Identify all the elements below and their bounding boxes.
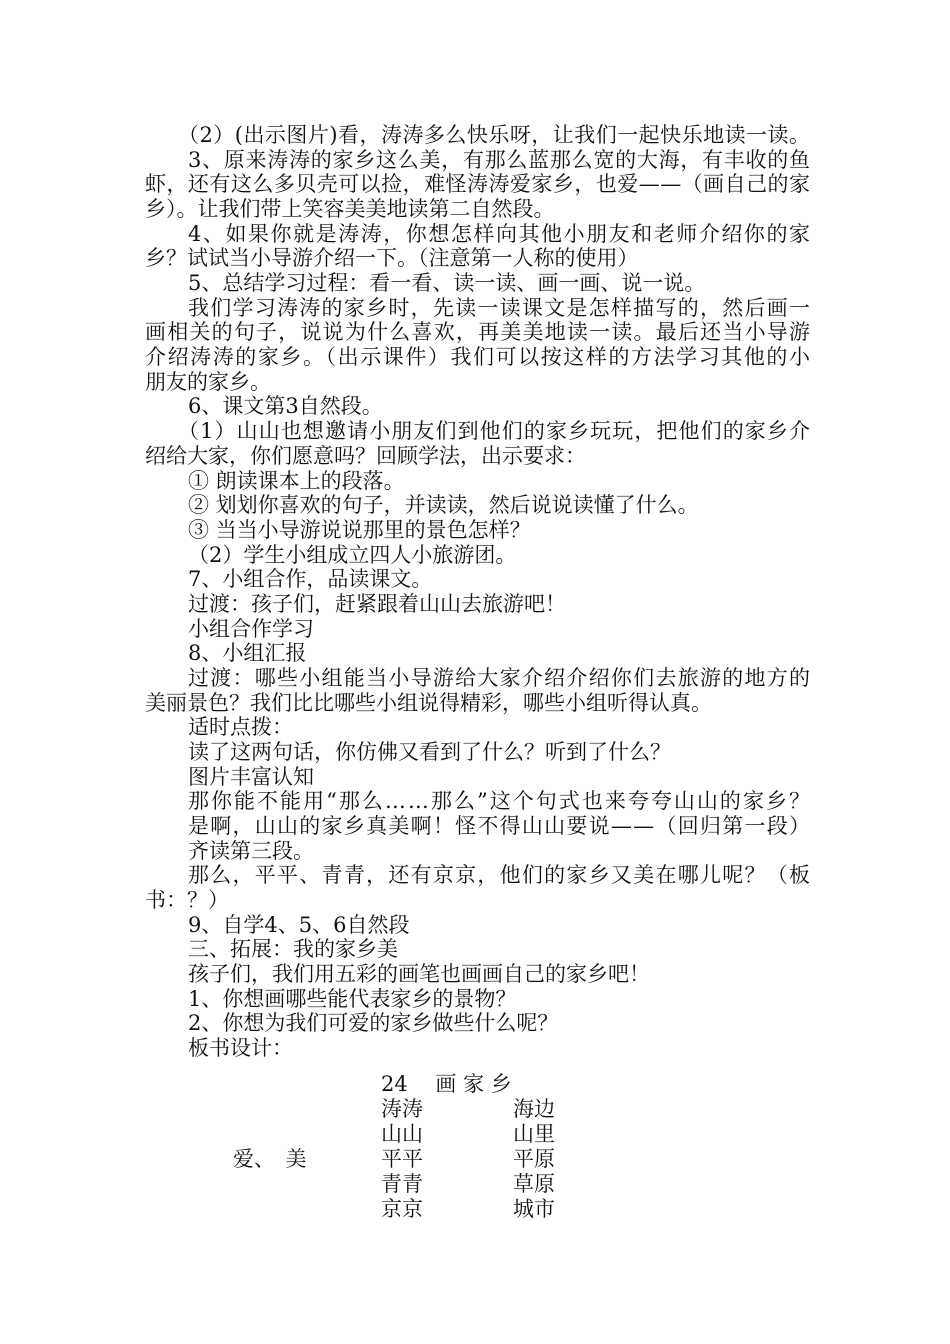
board-left-label: 爱、 美 <box>233 1147 307 1171</box>
board-place: 海边 <box>513 1097 555 1121</box>
text-line: 乡？试试当小导游介绍一下。（注意第一人称的使用） <box>145 246 639 270</box>
text-line: 那你能不能用“那么……那么”这个句式也来夸夸山山的家乡？ <box>188 789 813 813</box>
board-name: 山山 <box>381 1122 423 1146</box>
text-line: 我们学习涛涛的家乡时，先读一读课文是怎样描写的，然后画一 <box>188 296 812 320</box>
text-line: 书：？） <box>145 888 229 912</box>
text-line: 绍给大家，你们愿意吗？回顾学法，出示要求： <box>145 444 586 468</box>
text-line: （1）山山也想邀请小朋友们到他们的家乡玩玩，把他们的家乡介 <box>178 419 812 443</box>
text-line: 7、小组合作，品读课文。 <box>188 567 433 591</box>
text-line: 2、你想为我们可爱的家乡做些什么呢？ <box>188 1011 559 1035</box>
text-line: 1、你想画哪些能代表家乡的景物？ <box>188 987 517 1011</box>
text-line: 5、总结学习过程：看一看、读一读、画一画、说一说。 <box>188 271 706 295</box>
text-line: 适时点拨： <box>188 715 293 739</box>
text-line: （2）学生小组成立四人小旅游团。 <box>188 543 517 567</box>
board-name: 京京 <box>381 1197 423 1221</box>
text-line: 板书设计： <box>188 1036 293 1060</box>
text-line: 那么，平平、青青，还有京京，他们的家乡又美在哪儿呢？（板 <box>188 863 812 887</box>
board-place: 草原 <box>513 1172 555 1196</box>
text-line: 8、小组汇报 <box>188 641 307 665</box>
text-line: 孩子们，我们用五彩的画笔也画画自己的家乡吧！ <box>188 962 650 986</box>
text-line: 过渡：孩子们，赶紧跟着山山去旅游吧！ <box>188 592 566 616</box>
text-line: 介绍涛涛的家乡。（出示课件）我们可以按这样的方法学习其他的小 <box>145 345 812 369</box>
text-line: 9、自学4、5、6自然段 <box>188 913 410 937</box>
text-line: 齐读第三段。 <box>188 839 314 863</box>
text-line: 4、如果你就是涛涛，你想怎样向其他小朋友和老师介绍你的家 <box>188 222 812 246</box>
text-line: 图片丰富认知 <box>188 765 314 789</box>
text-line: 是啊，山山的家乡真美啊！怪不得山山要说——（回归第一段） <box>188 814 812 838</box>
text-line: 虾，还有这么多贝壳可以捡，难怪涛涛爱家乡，也爱——（画自己的家 <box>145 172 811 196</box>
board-name: 涛涛 <box>381 1097 423 1121</box>
text-line: 美丽景色？我们比比哪些小组说得精彩，哪些小组听得认真。 <box>145 691 712 715</box>
text-line: 读了这两句话，你仿佛又看到了什么？听到了什么？ <box>188 740 671 764</box>
text-line: 朋友的家乡。 <box>145 370 271 394</box>
text-line: 小组合作学习 <box>188 617 314 641</box>
text-line: 三、拓展：我的家乡美 <box>188 937 398 961</box>
board-name: 平平 <box>381 1147 423 1171</box>
text-line: ③ 当当小导游说说那里的景色怎样？ <box>188 518 531 542</box>
text-line: （2）(出示图片)看，涛涛多么快乐呀，让我们一起快乐地读一读。 <box>178 123 811 147</box>
text-line: 过渡：哪些小组能当小导游给大家介绍介绍你们去旅游的地方的 <box>188 666 812 690</box>
text-line: ① 朗读课本上的段落。 <box>188 469 405 493</box>
board-place: 平原 <box>513 1147 555 1171</box>
board-place: 城市 <box>513 1197 555 1221</box>
text-line: ② 划划你喜欢的句子，并读读，然后说说读懂了什么。 <box>188 493 699 517</box>
text-line: 画相关的句子，说说为什么喜欢，再美美地读一读。最后还当小导游 <box>145 320 812 344</box>
board-title: 24 画 家 乡 <box>381 1072 512 1096</box>
text-line: 3、原来涛涛的家乡这么美，有那么蓝那么宽的大海，有丰收的鱼 <box>188 148 811 172</box>
text-line: 乡）。让我们带上笑容美美地读第二自然段。 <box>145 197 555 221</box>
board-name: 青青 <box>381 1172 423 1196</box>
board-place: 山里 <box>513 1122 555 1146</box>
text-line: 6、课文第3自然段。 <box>188 394 383 418</box>
